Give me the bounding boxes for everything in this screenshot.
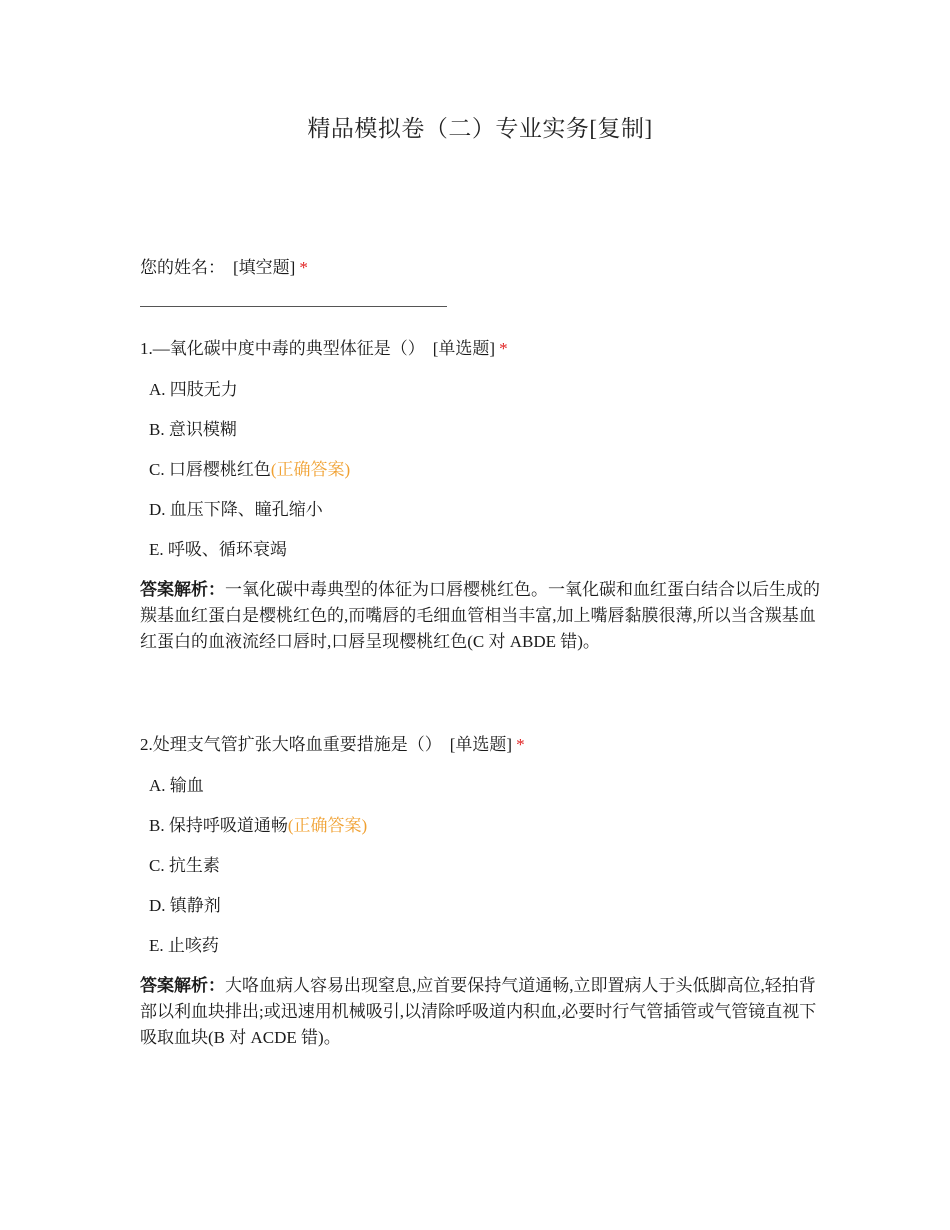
question-2-stem-line xyxy=(140,730,525,755)
option-item[interactable] xyxy=(149,806,809,846)
option-item[interactable] xyxy=(149,846,809,886)
question-1-analysis xyxy=(140,577,820,655)
name-question-type: [填空题] xyxy=(233,258,296,277)
option-text: E. 止咳药 xyxy=(149,936,219,955)
option-item[interactable] xyxy=(149,450,809,490)
required-mark: * xyxy=(499,339,508,358)
question-2-options xyxy=(149,766,809,966)
name-question xyxy=(140,253,308,278)
option-text: C. 口唇樱桃红色 xyxy=(149,460,271,479)
option-text: B. 意识模糊 xyxy=(149,420,237,439)
question-1-type: [单选题] xyxy=(432,339,496,358)
correct-answer-tag: (正确答案) xyxy=(270,460,351,479)
option-text: A. 四肢无力 xyxy=(149,380,238,399)
option-text: C. 抗生素 xyxy=(149,856,220,875)
question-1-options xyxy=(149,370,809,570)
page-title: 精品模拟卷（二）专业实务[复制] xyxy=(307,116,653,141)
analysis-label: 答案解析： xyxy=(140,976,225,995)
correct-answer-tag: (正确答案) xyxy=(287,816,368,835)
required-mark: * xyxy=(299,258,308,277)
question-1-stem: 1.—氧化碳中度中毒的典型体征是（） xyxy=(140,339,425,358)
option-item[interactable] xyxy=(149,410,809,450)
option-text: E. 呼吸、循环衰竭 xyxy=(149,540,287,559)
option-text: D. 镇静剂 xyxy=(149,896,221,915)
option-item[interactable] xyxy=(149,926,809,966)
question-2-stem: 2.处理支气管扩张大咯血重要措施是（） xyxy=(140,735,442,754)
question-1-stem-line xyxy=(140,334,508,359)
option-text: A. 输血 xyxy=(149,776,204,795)
option-item[interactable] xyxy=(149,886,809,926)
name-input-blank[interactable] xyxy=(140,306,447,307)
analysis-label: 答案解析： xyxy=(140,580,225,599)
option-item[interactable] xyxy=(149,530,809,570)
option-text: B. 保持呼吸道通畅 xyxy=(149,816,288,835)
required-mark: * xyxy=(516,735,525,754)
analysis-text: 大咯血病人容易出现窒息,应首要保持气道通畅,立即置病人于头低脚高位,轻拍背部以利血块排出;或迅速用机械吸引,以清除呼吸道内积血,必要时行气管插管或气管镜直视下吸取血块(B 对 ACDE 错)。 xyxy=(140,976,817,1047)
question-2-analysis xyxy=(140,973,820,1051)
option-text: D. 血压下降、瞳孔缩小 xyxy=(149,500,323,519)
name-label: 您的姓名： xyxy=(140,258,225,277)
question-2-type: [单选题] xyxy=(449,735,513,754)
option-item[interactable] xyxy=(149,490,809,530)
option-item[interactable] xyxy=(149,370,809,410)
analysis-text: 一氧化碳中毒典型的体征为口唇樱桃红色。一氧化碳和血红蛋白结合以后生成的羰基血红蛋白是樱桃红色的,而嘴唇的毛细血管相当丰富,加上嘴唇黏膜很薄,所以当含羰基血红蛋白的血液流经口唇时,口唇呈现樱桃红色(C 对 ABDE 错)。 xyxy=(140,580,820,651)
option-item[interactable] xyxy=(149,766,809,806)
